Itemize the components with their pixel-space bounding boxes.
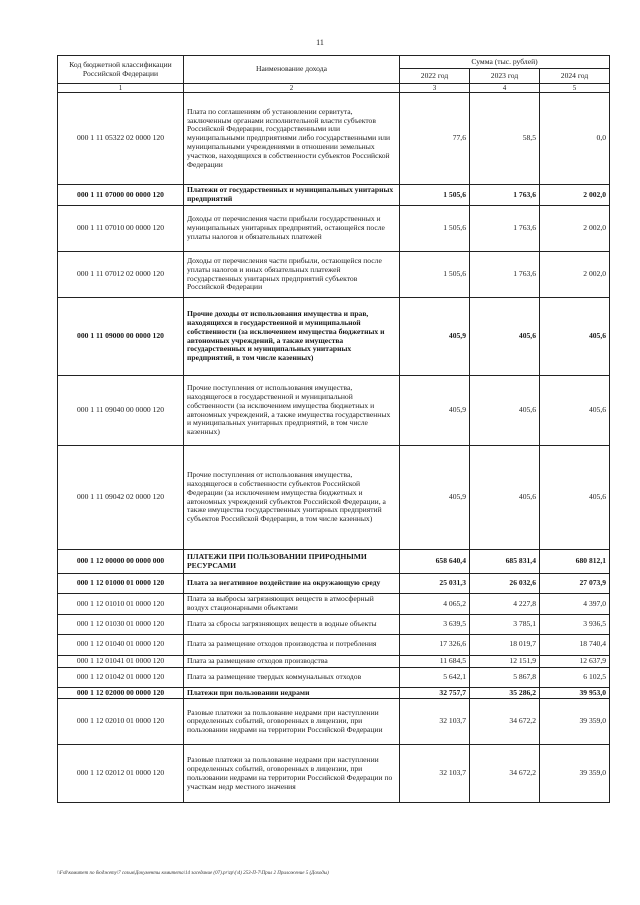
amount-2022-cell: 4 065,2 — [400, 594, 470, 615]
amount-2024-cell: 0,0 — [540, 93, 610, 185]
amount-2022-cell: 1 505,6 — [400, 252, 470, 298]
header-year-2023: 2023 год — [470, 69, 540, 84]
amount-2022-cell: 17 326,6 — [400, 634, 470, 655]
amount-2023-cell: 405,6 — [470, 298, 540, 376]
budget-code-cell: 000 1 12 02000 00 0000 120 — [58, 687, 184, 699]
amount-2022-cell: 11 684,5 — [400, 655, 470, 667]
table-row — [58, 634, 610, 655]
table-row — [58, 745, 610, 803]
amount-2023-cell: 1 763,6 — [470, 206, 540, 252]
amount-2023-cell: 34 672,2 — [470, 699, 540, 745]
table-row — [58, 667, 610, 687]
amount-2024-cell: 39 359,0 — [540, 699, 610, 745]
revenue-name-cell: Плата за размещение твердых коммунальных отходов — [184, 667, 400, 687]
revenue-name-cell: Платежи от государственных и муниципальных унитарных предприятий — [184, 185, 400, 206]
amount-2024-cell: 2 002,0 — [540, 206, 610, 252]
amount-2024-cell: 18 740,4 — [540, 634, 610, 655]
table-row — [58, 206, 610, 252]
table-row — [58, 574, 610, 594]
table-row — [58, 252, 610, 298]
amount-2022-cell: 32 103,7 — [400, 745, 470, 803]
amount-2024-cell: 39 359,0 — [540, 745, 610, 803]
revenue-name-cell: Плата за выбросы загрязняющих веществ в атмосферный воздух стационарными объектами — [184, 594, 400, 615]
revenue-name-cell: ПЛАТЕЖИ ПРИ ПОЛЬЗОВАНИИ ПРИРОДНЫМИ РЕСУРСАМИ — [184, 550, 400, 574]
col-number-1: 1 — [58, 84, 184, 93]
revenue-name-cell: Плата по соглашениям об установлении сервитута, заключенным органами исполнительной власти субъектов Российской Федерации, государственными или муниципальными предприятиями либо государственными или муниципальными учреждениями в отношении земельных участков, находящихся в собственности субъектов Российской Федерации — [184, 93, 400, 185]
table-body — [58, 93, 610, 803]
amount-2023-cell: 4 227,8 — [470, 594, 540, 615]
amount-2023-cell: 685 831,4 — [470, 550, 540, 574]
amount-2023-cell: 58,5 — [470, 93, 540, 185]
revenue-name-cell: Разовые платежи за пользование недрами при наступлении определенных событий, оговоренных в лицензии, при пользовании недрами на территории Российской Федерации — [184, 699, 400, 745]
amount-2024-cell: 405,6 — [540, 376, 610, 446]
amount-2023-cell: 3 785,1 — [470, 614, 540, 634]
amount-2024-cell: 39 953,0 — [540, 687, 610, 699]
revenue-name-cell: Плата за негативное воздействие на окружающую среду — [184, 574, 400, 594]
budget-code-cell: 000 1 11 05322 02 0000 120 — [58, 93, 184, 185]
budget-code-cell: 000 1 11 09042 02 0000 120 — [58, 446, 184, 550]
amount-2022-cell: 3 639,5 — [400, 614, 470, 634]
amount-2024-cell: 2 002,0 — [540, 252, 610, 298]
revenue-name-cell: Плата за размещение отходов производства и потребления — [184, 634, 400, 655]
revenue-table — [57, 55, 610, 803]
amount-2024-cell: 27 073,9 — [540, 574, 610, 594]
amount-2022-cell: 1 505,6 — [400, 185, 470, 206]
amount-2024-cell: 12 637,9 — [540, 655, 610, 667]
table-row — [58, 446, 610, 550]
amount-2024-cell: 2 002,0 — [540, 185, 610, 206]
amount-2024-cell: 405,6 — [540, 298, 610, 376]
budget-code-cell: 000 1 12 02010 01 0000 120 — [58, 699, 184, 745]
table-row — [58, 655, 610, 667]
budget-code-cell: 000 1 12 01010 01 0000 120 — [58, 594, 184, 615]
header-amount: Сумма (тыс. рублей) — [400, 56, 610, 69]
amount-2023-cell: 1 763,6 — [470, 252, 540, 298]
amount-2023-cell: 1 763,6 — [470, 185, 540, 206]
revenue-name-cell: Прочие доходы от использования имущества и прав, находящихся в государственной и муниципальной собственности (за исключением имущества бюджетных и автономных учреждений, а также имущества государственных и муниципальных унитарных предприятий, в том числе казенных) — [184, 298, 400, 376]
amount-2022-cell: 5 642,1 — [400, 667, 470, 687]
header-code: Код бюджетной классификации Российской Федерации — [58, 56, 184, 84]
table-row — [58, 550, 610, 574]
amount-2024-cell: 680 812,1 — [540, 550, 610, 574]
revenue-name-cell: Разовые платежи за пользование недрами при наступлении определенных событий, оговоренных в лицензии, при пользовании недрами на территории Российской Федерации по участкам недр местного значения — [184, 745, 400, 803]
header-year-2022: 2022 год — [400, 69, 470, 84]
col-number-4: 4 — [470, 84, 540, 93]
revenue-name-cell: Прочие поступления от использования имущества, находящегося в государственной и муниципальной собственности (за исключением имущества бюджетных и автономных учреждений, а также имущества государственных и муниципальных унитарных предприятий, в том числе казенных) — [184, 376, 400, 446]
page-number: 11 — [316, 38, 324, 47]
revenue-name-cell: Платежи при пользовании недрами — [184, 687, 400, 699]
budget-code-cell: 000 1 11 09040 00 0000 120 — [58, 376, 184, 446]
budget-code-cell: 000 1 12 02012 01 0000 120 — [58, 745, 184, 803]
amount-2023-cell: 34 672,2 — [470, 745, 540, 803]
budget-code-cell: 000 1 12 01000 01 0000 120 — [58, 574, 184, 594]
budget-code-cell: 000 1 12 00000 00 0000 000 — [58, 550, 184, 574]
col-number-5: 5 — [540, 84, 610, 93]
amount-2022-cell: 32 757,7 — [400, 687, 470, 699]
amount-2022-cell: 405,9 — [400, 446, 470, 550]
amount-2023-cell: 405,6 — [470, 446, 540, 550]
amount-2024-cell: 3 936,5 — [540, 614, 610, 634]
amount-2022-cell: 1 505,6 — [400, 206, 470, 252]
table-row — [58, 185, 610, 206]
header-name: Наименование дохода — [184, 56, 400, 84]
budget-code-cell: 000 1 11 09000 00 0000 120 — [58, 298, 184, 376]
col-number-3: 3 — [400, 84, 470, 93]
amount-2023-cell: 18 019,7 — [470, 634, 540, 655]
amount-2022-cell: 77,6 — [400, 93, 470, 185]
budget-code-cell: 000 1 12 01040 01 0000 120 — [58, 634, 184, 655]
table-row — [58, 93, 610, 185]
table-row — [58, 614, 610, 634]
budget-code-cell: 000 1 12 01042 01 0000 120 — [58, 667, 184, 687]
amount-2024-cell: 4 397,0 — [540, 594, 610, 615]
budget-code-cell: 000 1 12 01041 01 0000 120 — [58, 655, 184, 667]
revenue-name-cell: Плата за размещение отходов производства — [184, 655, 400, 667]
table-row — [58, 687, 610, 699]
amount-2023-cell: 35 286,2 — [470, 687, 540, 699]
table-row — [58, 298, 610, 376]
amount-2023-cell: 5 867,8 — [470, 667, 540, 687]
revenue-name-cell: Прочие поступления от использования имущества, находящегося в собственности субъектов Российской Федерации (за исключением имущества бюджетных и автономных учреждений субъектов Российской Федерации, а также имущества государственных унитарных предприятий субъектов Российской Федерации, в том числе казенных) — [184, 446, 400, 550]
amount-2022-cell: 405,9 — [400, 376, 470, 446]
header-year-2024: 2024 год — [540, 69, 610, 84]
col-number-2: 2 — [184, 84, 400, 93]
budget-code-cell: 000 1 12 01030 01 0000 120 — [58, 614, 184, 634]
budget-code-cell: 000 1 11 07010 00 0000 120 — [58, 206, 184, 252]
amount-2022-cell: 25 031,3 — [400, 574, 470, 594]
file-path-footer: \\Fs0\комитет по бюджету\7 созыв\Документы комитета\14 заседание (07).pr\zp\(\4) 253-П-7\Прил 2 Приложение 5 (Доходы) — [57, 871, 329, 876]
amount-2022-cell: 405,9 — [400, 298, 470, 376]
table-row — [58, 376, 610, 446]
revenue-name-cell: Доходы от перечисления части прибыли государственных и муниципальных унитарных предприятий, остающейся после уплаты налогов и обязательных платежей — [184, 206, 400, 252]
amount-2022-cell: 658 640,4 — [400, 550, 470, 574]
revenue-name-cell: Доходы от перечисления части прибыли, остающейся после уплаты налогов и иных обязательных платежей государственных унитарных предприятий субъектов Российской Федерации — [184, 252, 400, 298]
amount-2022-cell: 32 103,7 — [400, 699, 470, 745]
amount-2023-cell: 26 032,6 — [470, 574, 540, 594]
table-row — [58, 699, 610, 745]
amount-2024-cell: 405,6 — [540, 446, 610, 550]
budget-code-cell: 000 1 11 07012 02 0000 120 — [58, 252, 184, 298]
amount-2023-cell: 405,6 — [470, 376, 540, 446]
amount-2024-cell: 6 102,5 — [540, 667, 610, 687]
budget-code-cell: 000 1 11 07000 00 0000 120 — [58, 185, 184, 206]
revenue-name-cell: Плата за сбросы загрязняющих веществ в водные объекты — [184, 614, 400, 634]
amount-2023-cell: 12 151,9 — [470, 655, 540, 667]
table-row — [58, 594, 610, 615]
